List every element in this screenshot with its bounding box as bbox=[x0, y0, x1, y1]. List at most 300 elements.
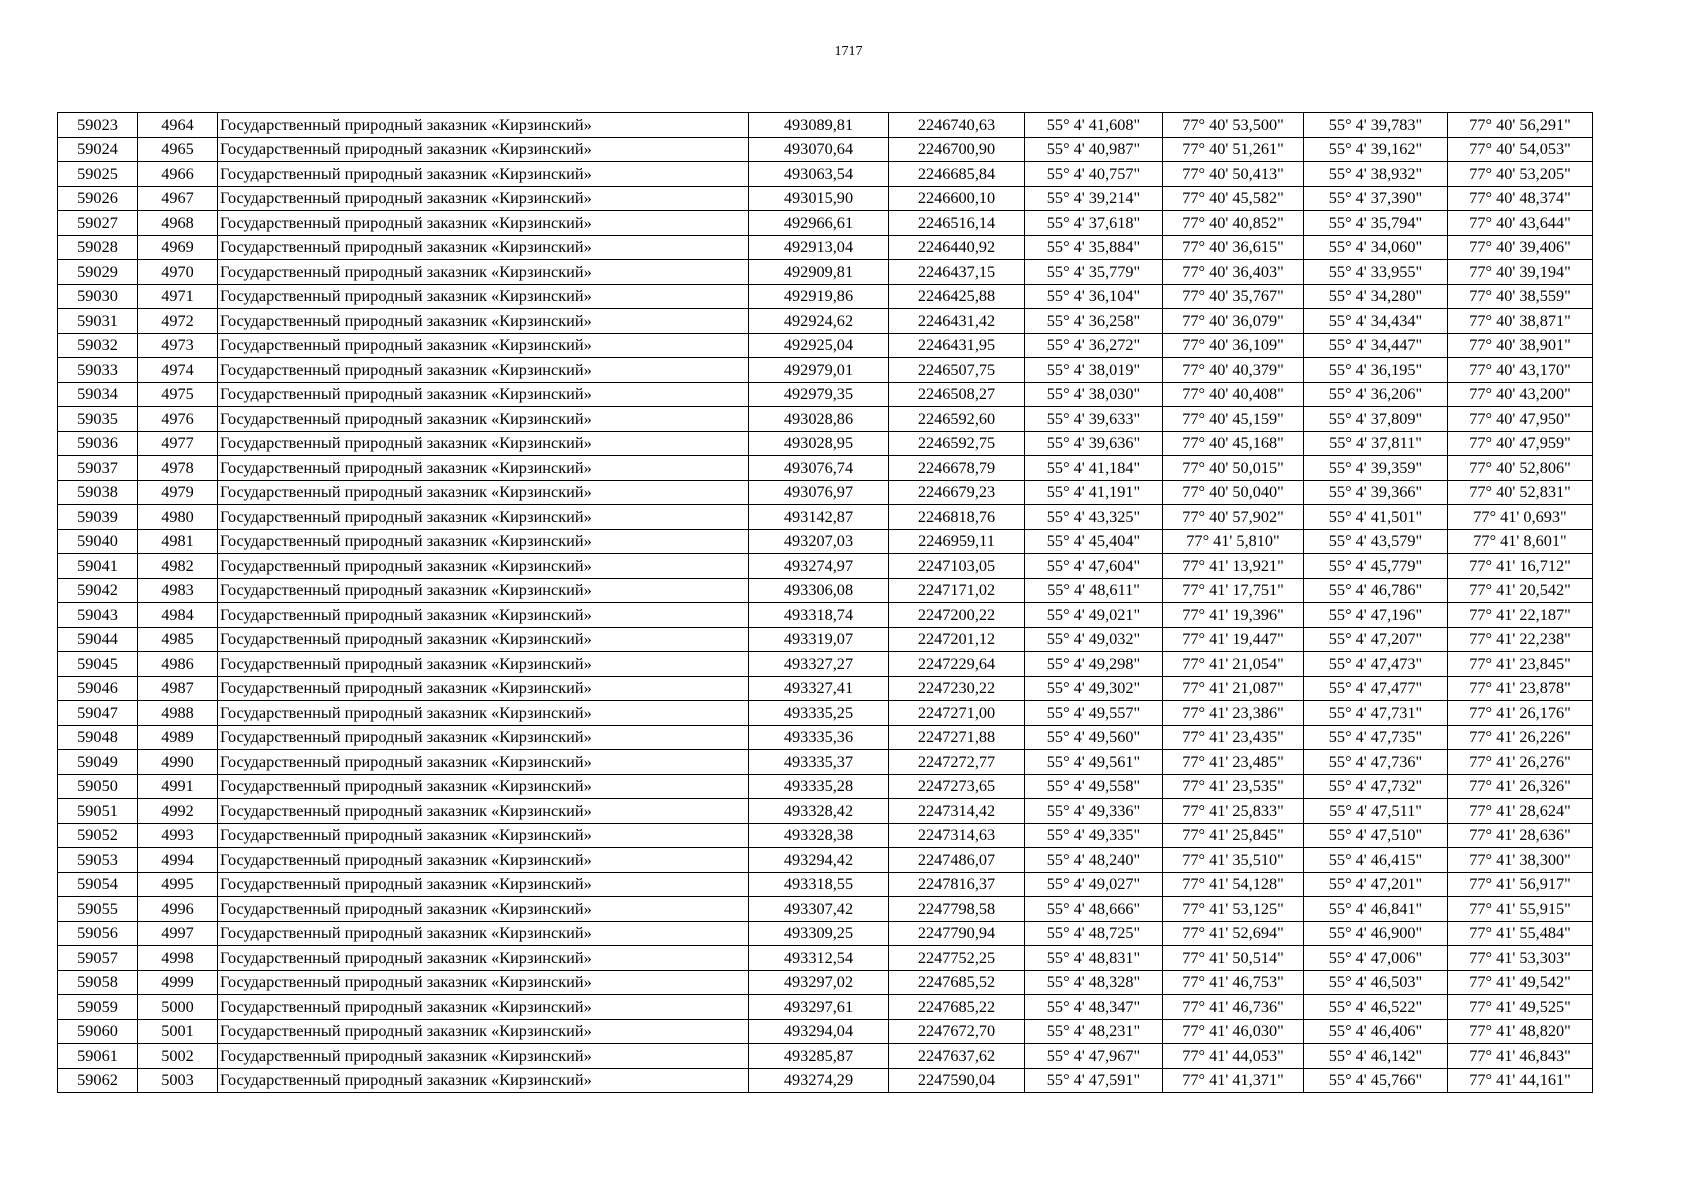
latitude-1-cell: 55° 4' 39,636" bbox=[1025, 431, 1163, 456]
y-coordinate-cell: 2246425,88 bbox=[889, 284, 1025, 309]
longitude-1-cell: 77° 40' 45,582" bbox=[1163, 186, 1304, 211]
latitude-2-cell: 55° 4' 46,841" bbox=[1304, 897, 1448, 922]
x-coordinate-cell: 492925,04 bbox=[749, 333, 889, 358]
longitude-2-cell: 77° 41' 49,542" bbox=[1448, 970, 1593, 995]
row-number-cell: 59025 bbox=[58, 162, 138, 187]
longitude-2-cell: 77° 41' 49,525" bbox=[1448, 995, 1593, 1020]
longitude-1-cell: 77° 41' 54,128" bbox=[1163, 872, 1304, 897]
longitude-1-cell: 77° 41' 19,447" bbox=[1163, 627, 1304, 652]
longitude-1-cell: 77° 41' 46,030" bbox=[1163, 1019, 1304, 1044]
object-name-cell: Государственный природный заказник «Кирзинский» bbox=[218, 921, 749, 946]
latitude-2-cell: 55° 4' 37,390" bbox=[1304, 186, 1448, 211]
point-number-cell: 4986 bbox=[138, 652, 218, 677]
y-coordinate-cell: 2247171,02 bbox=[889, 578, 1025, 603]
object-name-cell: Государственный природный заказник «Кирзинский» bbox=[218, 946, 749, 971]
longitude-1-cell: 77° 41' 44,053" bbox=[1163, 1044, 1304, 1069]
longitude-1-cell: 77° 41' 25,833" bbox=[1163, 799, 1304, 824]
object-name-cell: Государственный природный заказник «Кирзинский» bbox=[218, 456, 749, 481]
row-number-cell: 59023 bbox=[58, 113, 138, 138]
object-name-cell: Государственный природный заказник «Кирзинский» bbox=[218, 1019, 749, 1044]
table-row bbox=[58, 995, 1593, 1020]
y-coordinate-cell: 2247672,70 bbox=[889, 1019, 1025, 1044]
latitude-1-cell: 55° 4' 49,561" bbox=[1025, 750, 1163, 775]
longitude-2-cell: 77° 40' 56,291" bbox=[1448, 113, 1593, 138]
longitude-2-cell: 77° 41' 22,238" bbox=[1448, 627, 1593, 652]
latitude-2-cell: 55° 4' 35,794" bbox=[1304, 211, 1448, 236]
latitude-2-cell: 55° 4' 46,900" bbox=[1304, 921, 1448, 946]
row-number-cell: 59058 bbox=[58, 970, 138, 995]
object-name-cell: Государственный природный заказник «Кирзинский» bbox=[218, 603, 749, 628]
longitude-2-cell: 77° 41' 0,693" bbox=[1448, 505, 1593, 530]
latitude-1-cell: 55° 4' 36,258" bbox=[1025, 309, 1163, 334]
object-name-cell: Государственный природный заказник «Кирзинский» bbox=[218, 995, 749, 1020]
y-coordinate-cell: 2247103,05 bbox=[889, 554, 1025, 579]
table-row bbox=[58, 382, 1593, 407]
x-coordinate-cell: 493309,25 bbox=[749, 921, 889, 946]
longitude-2-cell: 77° 41' 26,226" bbox=[1448, 725, 1593, 750]
y-coordinate-cell: 2246507,75 bbox=[889, 358, 1025, 383]
longitude-2-cell: 77° 41' 20,542" bbox=[1448, 578, 1593, 603]
longitude-1-cell: 77° 41' 23,386" bbox=[1163, 701, 1304, 726]
object-name-cell: Государственный природный заказник «Кирзинский» bbox=[218, 137, 749, 162]
point-number-cell: 4973 bbox=[138, 333, 218, 358]
y-coordinate-cell: 2246592,60 bbox=[889, 407, 1025, 432]
longitude-1-cell: 77° 41' 53,125" bbox=[1163, 897, 1304, 922]
longitude-1-cell: 77° 40' 40,408" bbox=[1163, 382, 1304, 407]
latitude-1-cell: 55° 4' 41,191" bbox=[1025, 480, 1163, 505]
point-number-cell: 4994 bbox=[138, 848, 218, 873]
latitude-1-cell: 55° 4' 39,214" bbox=[1025, 186, 1163, 211]
latitude-1-cell: 55° 4' 35,779" bbox=[1025, 260, 1163, 285]
object-name-cell: Государственный природный заказник «Кирзинский» bbox=[218, 309, 749, 334]
table-row bbox=[58, 333, 1593, 358]
table-row bbox=[58, 235, 1593, 260]
latitude-2-cell: 55° 4' 47,473" bbox=[1304, 652, 1448, 677]
longitude-1-cell: 77° 41' 46,736" bbox=[1163, 995, 1304, 1020]
y-coordinate-cell: 2247271,88 bbox=[889, 725, 1025, 750]
x-coordinate-cell: 493028,86 bbox=[749, 407, 889, 432]
object-name-cell: Государственный природный заказник «Кирзинский» bbox=[218, 431, 749, 456]
table-row bbox=[58, 750, 1593, 775]
y-coordinate-cell: 2246516,14 bbox=[889, 211, 1025, 236]
x-coordinate-cell: 493076,74 bbox=[749, 456, 889, 481]
latitude-1-cell: 55° 4' 41,184" bbox=[1025, 456, 1163, 481]
x-coordinate-cell: 493063,54 bbox=[749, 162, 889, 187]
longitude-2-cell: 77° 40' 47,959" bbox=[1448, 431, 1593, 456]
y-coordinate-cell: 2247230,22 bbox=[889, 676, 1025, 701]
row-number-cell: 59038 bbox=[58, 480, 138, 505]
point-number-cell: 4978 bbox=[138, 456, 218, 481]
table-row bbox=[58, 799, 1593, 824]
row-number-cell: 59053 bbox=[58, 848, 138, 873]
y-coordinate-cell: 2246959,11 bbox=[889, 529, 1025, 554]
longitude-1-cell: 77° 40' 45,168" bbox=[1163, 431, 1304, 456]
longitude-1-cell: 77° 41' 46,753" bbox=[1163, 970, 1304, 995]
object-name-cell: Государственный природный заказник «Кирзинский» bbox=[218, 848, 749, 873]
latitude-2-cell: 55° 4' 34,447" bbox=[1304, 333, 1448, 358]
longitude-2-cell: 77° 41' 8,601" bbox=[1448, 529, 1593, 554]
point-number-cell: 4970 bbox=[138, 260, 218, 285]
latitude-1-cell: 55° 4' 49,560" bbox=[1025, 725, 1163, 750]
object-name-cell: Государственный природный заказник «Кирзинский» bbox=[218, 701, 749, 726]
latitude-1-cell: 55° 4' 36,104" bbox=[1025, 284, 1163, 309]
table-row bbox=[58, 823, 1593, 848]
row-number-cell: 59042 bbox=[58, 578, 138, 603]
table-row bbox=[58, 431, 1593, 456]
point-number-cell: 4988 bbox=[138, 701, 218, 726]
y-coordinate-cell: 2247229,64 bbox=[889, 652, 1025, 677]
x-coordinate-cell: 493327,27 bbox=[749, 652, 889, 677]
x-coordinate-cell: 493070,64 bbox=[749, 137, 889, 162]
longitude-2-cell: 77° 41' 55,915" bbox=[1448, 897, 1593, 922]
longitude-2-cell: 77° 41' 23,878" bbox=[1448, 676, 1593, 701]
x-coordinate-cell: 493335,25 bbox=[749, 701, 889, 726]
point-number-cell: 4990 bbox=[138, 750, 218, 775]
longitude-1-cell: 77° 40' 45,159" bbox=[1163, 407, 1304, 432]
x-coordinate-cell: 493274,97 bbox=[749, 554, 889, 579]
x-coordinate-cell: 493335,36 bbox=[749, 725, 889, 750]
y-coordinate-cell: 2246440,92 bbox=[889, 235, 1025, 260]
longitude-1-cell: 77° 40' 35,767" bbox=[1163, 284, 1304, 309]
y-coordinate-cell: 2247798,58 bbox=[889, 897, 1025, 922]
point-number-cell: 4965 bbox=[138, 137, 218, 162]
object-name-cell: Государственный природный заказник «Кирзинский» bbox=[218, 113, 749, 138]
x-coordinate-cell: 493328,42 bbox=[749, 799, 889, 824]
object-name-cell: Государственный природный заказник «Кирзинский» bbox=[218, 260, 749, 285]
object-name-cell: Государственный природный заказник «Кирзинский» bbox=[218, 554, 749, 579]
longitude-2-cell: 77° 41' 16,712" bbox=[1448, 554, 1593, 579]
longitude-2-cell: 77° 41' 55,484" bbox=[1448, 921, 1593, 946]
longitude-2-cell: 77° 41' 28,636" bbox=[1448, 823, 1593, 848]
y-coordinate-cell: 2246740,63 bbox=[889, 113, 1025, 138]
object-name-cell: Государственный природный заказник «Кирзинский» bbox=[218, 505, 749, 530]
longitude-1-cell: 77° 41' 17,751" bbox=[1163, 578, 1304, 603]
longitude-1-cell: 77° 41' 23,435" bbox=[1163, 725, 1304, 750]
table-row bbox=[58, 897, 1593, 922]
table-row bbox=[58, 578, 1593, 603]
x-coordinate-cell: 493089,81 bbox=[749, 113, 889, 138]
latitude-1-cell: 55° 4' 36,272" bbox=[1025, 333, 1163, 358]
latitude-1-cell: 55° 4' 38,030" bbox=[1025, 382, 1163, 407]
latitude-2-cell: 55° 4' 46,415" bbox=[1304, 848, 1448, 873]
latitude-2-cell: 55° 4' 47,511" bbox=[1304, 799, 1448, 824]
latitude-2-cell: 55° 4' 39,783" bbox=[1304, 113, 1448, 138]
table-row bbox=[58, 137, 1593, 162]
y-coordinate-cell: 2247752,25 bbox=[889, 946, 1025, 971]
latitude-2-cell: 55° 4' 47,731" bbox=[1304, 701, 1448, 726]
latitude-2-cell: 55° 4' 47,006" bbox=[1304, 946, 1448, 971]
latitude-2-cell: 55° 4' 46,142" bbox=[1304, 1044, 1448, 1069]
point-number-cell: 4969 bbox=[138, 235, 218, 260]
table-row bbox=[58, 1068, 1593, 1093]
point-number-cell: 5000 bbox=[138, 995, 218, 1020]
x-coordinate-cell: 493307,42 bbox=[749, 897, 889, 922]
page-number: 1717 bbox=[834, 44, 863, 59]
latitude-2-cell: 55° 4' 38,932" bbox=[1304, 162, 1448, 187]
longitude-2-cell: 77° 40' 52,831" bbox=[1448, 480, 1593, 505]
longitude-1-cell: 77° 40' 50,040" bbox=[1163, 480, 1304, 505]
table-row bbox=[58, 456, 1593, 481]
x-coordinate-cell: 492979,01 bbox=[749, 358, 889, 383]
latitude-1-cell: 55° 4' 40,987" bbox=[1025, 137, 1163, 162]
x-coordinate-cell: 493306,08 bbox=[749, 578, 889, 603]
table-row bbox=[58, 162, 1593, 187]
object-name-cell: Государственный природный заказник «Кирзинский» bbox=[218, 382, 749, 407]
row-number-cell: 59029 bbox=[58, 260, 138, 285]
table-row bbox=[58, 284, 1593, 309]
coordinates-table bbox=[57, 112, 1593, 1093]
longitude-1-cell: 77° 40' 40,379" bbox=[1163, 358, 1304, 383]
longitude-1-cell: 77° 41' 41,371" bbox=[1163, 1068, 1304, 1093]
y-coordinate-cell: 2247685,52 bbox=[889, 970, 1025, 995]
row-number-cell: 59024 bbox=[58, 137, 138, 162]
x-coordinate-cell: 493028,95 bbox=[749, 431, 889, 456]
table-row bbox=[58, 946, 1593, 971]
row-number-cell: 59056 bbox=[58, 921, 138, 946]
x-coordinate-cell: 493297,61 bbox=[749, 995, 889, 1020]
row-number-cell: 59059 bbox=[58, 995, 138, 1020]
y-coordinate-cell: 2246600,10 bbox=[889, 186, 1025, 211]
longitude-1-cell: 77° 41' 35,510" bbox=[1163, 848, 1304, 873]
row-number-cell: 59027 bbox=[58, 211, 138, 236]
x-coordinate-cell: 493327,41 bbox=[749, 676, 889, 701]
longitude-2-cell: 77° 41' 53,303" bbox=[1448, 946, 1593, 971]
object-name-cell: Государственный природный заказник «Кирзинский» bbox=[218, 284, 749, 309]
longitude-1-cell: 77° 40' 57,902" bbox=[1163, 505, 1304, 530]
latitude-2-cell: 55° 4' 47,732" bbox=[1304, 774, 1448, 799]
longitude-1-cell: 77° 40' 51,261" bbox=[1163, 137, 1304, 162]
y-coordinate-cell: 2247272,77 bbox=[889, 750, 1025, 775]
point-number-cell: 4993 bbox=[138, 823, 218, 848]
row-number-cell: 59062 bbox=[58, 1068, 138, 1093]
y-coordinate-cell: 2247486,07 bbox=[889, 848, 1025, 873]
x-coordinate-cell: 493294,42 bbox=[749, 848, 889, 873]
row-number-cell: 59035 bbox=[58, 407, 138, 432]
table-row bbox=[58, 774, 1593, 799]
x-coordinate-cell: 493285,87 bbox=[749, 1044, 889, 1069]
x-coordinate-cell: 492909,81 bbox=[749, 260, 889, 285]
point-number-cell: 4987 bbox=[138, 676, 218, 701]
x-coordinate-cell: 493335,28 bbox=[749, 774, 889, 799]
latitude-1-cell: 55° 4' 39,633" bbox=[1025, 407, 1163, 432]
latitude-2-cell: 55° 4' 46,786" bbox=[1304, 578, 1448, 603]
table-row bbox=[58, 701, 1593, 726]
longitude-2-cell: 77° 40' 39,194" bbox=[1448, 260, 1593, 285]
longitude-2-cell: 77° 40' 48,374" bbox=[1448, 186, 1593, 211]
latitude-1-cell: 55° 4' 48,240" bbox=[1025, 848, 1163, 873]
longitude-1-cell: 77° 41' 5,810" bbox=[1163, 529, 1304, 554]
x-coordinate-cell: 493318,74 bbox=[749, 603, 889, 628]
longitude-2-cell: 77° 41' 26,326" bbox=[1448, 774, 1593, 799]
longitude-1-cell: 77° 41' 50,514" bbox=[1163, 946, 1304, 971]
point-number-cell: 4979 bbox=[138, 480, 218, 505]
x-coordinate-cell: 492966,61 bbox=[749, 211, 889, 236]
y-coordinate-cell: 2246431,95 bbox=[889, 333, 1025, 358]
latitude-1-cell: 55° 4' 38,019" bbox=[1025, 358, 1163, 383]
x-coordinate-cell: 493312,54 bbox=[749, 946, 889, 971]
latitude-2-cell: 55° 4' 33,955" bbox=[1304, 260, 1448, 285]
table-row bbox=[58, 725, 1593, 750]
latitude-1-cell: 55° 4' 48,347" bbox=[1025, 995, 1163, 1020]
row-number-cell: 59045 bbox=[58, 652, 138, 677]
y-coordinate-cell: 2246678,79 bbox=[889, 456, 1025, 481]
y-coordinate-cell: 2246685,84 bbox=[889, 162, 1025, 187]
latitude-1-cell: 55° 4' 41,608" bbox=[1025, 113, 1163, 138]
y-coordinate-cell: 2247314,42 bbox=[889, 799, 1025, 824]
table-row bbox=[58, 848, 1593, 873]
x-coordinate-cell: 493294,04 bbox=[749, 1019, 889, 1044]
row-number-cell: 59055 bbox=[58, 897, 138, 922]
object-name-cell: Государственный природный заказник «Кирзинский» bbox=[218, 333, 749, 358]
x-coordinate-cell: 493328,38 bbox=[749, 823, 889, 848]
x-coordinate-cell: 493076,97 bbox=[749, 480, 889, 505]
object-name-cell: Государственный природный заказник «Кирзинский» bbox=[218, 652, 749, 677]
y-coordinate-cell: 2247790,94 bbox=[889, 921, 1025, 946]
latitude-2-cell: 55° 4' 46,406" bbox=[1304, 1019, 1448, 1044]
row-number-cell: 59041 bbox=[58, 554, 138, 579]
table-body bbox=[58, 113, 1593, 1093]
object-name-cell: Государственный природный заказник «Кирзинский» bbox=[218, 750, 749, 775]
latitude-2-cell: 55° 4' 47,196" bbox=[1304, 603, 1448, 628]
point-number-cell: 4981 bbox=[138, 529, 218, 554]
row-number-cell: 59034 bbox=[58, 382, 138, 407]
x-coordinate-cell: 492979,35 bbox=[749, 382, 889, 407]
latitude-1-cell: 55° 4' 48,666" bbox=[1025, 897, 1163, 922]
x-coordinate-cell: 493335,37 bbox=[749, 750, 889, 775]
latitude-2-cell: 55° 4' 45,779" bbox=[1304, 554, 1448, 579]
table-row bbox=[58, 211, 1593, 236]
object-name-cell: Государственный природный заказник «Кирзинский» bbox=[218, 529, 749, 554]
y-coordinate-cell: 2247685,22 bbox=[889, 995, 1025, 1020]
longitude-2-cell: 77° 41' 22,187" bbox=[1448, 603, 1593, 628]
y-coordinate-cell: 2247273,65 bbox=[889, 774, 1025, 799]
table-row bbox=[58, 260, 1593, 285]
row-number-cell: 59026 bbox=[58, 186, 138, 211]
object-name-cell: Государственный природный заказник «Кирзинский» bbox=[218, 235, 749, 260]
latitude-2-cell: 55° 4' 36,195" bbox=[1304, 358, 1448, 383]
y-coordinate-cell: 2247816,37 bbox=[889, 872, 1025, 897]
object-name-cell: Государственный природный заказник «Кирзинский» bbox=[218, 627, 749, 652]
latitude-2-cell: 55° 4' 45,766" bbox=[1304, 1068, 1448, 1093]
y-coordinate-cell: 2246818,76 bbox=[889, 505, 1025, 530]
latitude-2-cell: 55° 4' 47,735" bbox=[1304, 725, 1448, 750]
table-row bbox=[58, 872, 1593, 897]
longitude-1-cell: 77° 40' 36,109" bbox=[1163, 333, 1304, 358]
latitude-1-cell: 55° 4' 35,884" bbox=[1025, 235, 1163, 260]
object-name-cell: Государственный природный заказник «Кирзинский» bbox=[218, 823, 749, 848]
point-number-cell: 4977 bbox=[138, 431, 218, 456]
latitude-1-cell: 55° 4' 49,335" bbox=[1025, 823, 1163, 848]
object-name-cell: Государственный природный заказник «Кирзинский» bbox=[218, 211, 749, 236]
latitude-2-cell: 55° 4' 46,503" bbox=[1304, 970, 1448, 995]
longitude-2-cell: 77° 40' 47,950" bbox=[1448, 407, 1593, 432]
longitude-2-cell: 77° 40' 38,901" bbox=[1448, 333, 1593, 358]
table-row bbox=[58, 505, 1593, 530]
point-number-cell: 4995 bbox=[138, 872, 218, 897]
x-coordinate-cell: 492924,62 bbox=[749, 309, 889, 334]
point-number-cell: 4989 bbox=[138, 725, 218, 750]
latitude-1-cell: 55° 4' 48,725" bbox=[1025, 921, 1163, 946]
object-name-cell: Государственный природный заказник «Кирзинский» bbox=[218, 162, 749, 187]
row-number-cell: 59052 bbox=[58, 823, 138, 848]
latitude-1-cell: 55° 4' 49,021" bbox=[1025, 603, 1163, 628]
point-number-cell: 4997 bbox=[138, 921, 218, 946]
point-number-cell: 4991 bbox=[138, 774, 218, 799]
point-number-cell: 4984 bbox=[138, 603, 218, 628]
row-number-cell: 59028 bbox=[58, 235, 138, 260]
y-coordinate-cell: 2247590,04 bbox=[889, 1068, 1025, 1093]
y-coordinate-cell: 2246431,42 bbox=[889, 309, 1025, 334]
latitude-2-cell: 55° 4' 37,811" bbox=[1304, 431, 1448, 456]
point-number-cell: 5001 bbox=[138, 1019, 218, 1044]
row-number-cell: 59051 bbox=[58, 799, 138, 824]
latitude-2-cell: 55° 4' 43,579" bbox=[1304, 529, 1448, 554]
latitude-1-cell: 55° 4' 47,967" bbox=[1025, 1044, 1163, 1069]
row-number-cell: 59048 bbox=[58, 725, 138, 750]
x-coordinate-cell: 492913,04 bbox=[749, 235, 889, 260]
point-number-cell: 4975 bbox=[138, 382, 218, 407]
object-name-cell: Государственный природный заказник «Кирзинский» bbox=[218, 676, 749, 701]
row-number-cell: 59044 bbox=[58, 627, 138, 652]
longitude-1-cell: 77° 41' 23,535" bbox=[1163, 774, 1304, 799]
point-number-cell: 4980 bbox=[138, 505, 218, 530]
longitude-2-cell: 77° 41' 38,300" bbox=[1448, 848, 1593, 873]
point-number-cell: 5002 bbox=[138, 1044, 218, 1069]
latitude-2-cell: 55° 4' 37,809" bbox=[1304, 407, 1448, 432]
row-number-cell: 59036 bbox=[58, 431, 138, 456]
row-number-cell: 59046 bbox=[58, 676, 138, 701]
y-coordinate-cell: 2247314,63 bbox=[889, 823, 1025, 848]
latitude-1-cell: 55° 4' 37,618" bbox=[1025, 211, 1163, 236]
latitude-2-cell: 55° 4' 41,501" bbox=[1304, 505, 1448, 530]
row-number-cell: 59032 bbox=[58, 333, 138, 358]
table-row bbox=[58, 358, 1593, 383]
row-number-cell: 59060 bbox=[58, 1019, 138, 1044]
latitude-2-cell: 55° 4' 36,206" bbox=[1304, 382, 1448, 407]
latitude-1-cell: 55° 4' 47,591" bbox=[1025, 1068, 1163, 1093]
longitude-1-cell: 77° 41' 13,921" bbox=[1163, 554, 1304, 579]
latitude-1-cell: 55° 4' 49,027" bbox=[1025, 872, 1163, 897]
table-row bbox=[58, 113, 1593, 138]
table-row bbox=[58, 480, 1593, 505]
longitude-2-cell: 77° 41' 44,161" bbox=[1448, 1068, 1593, 1093]
table-row bbox=[58, 529, 1593, 554]
longitude-1-cell: 77° 40' 50,413" bbox=[1163, 162, 1304, 187]
row-number-cell: 59043 bbox=[58, 603, 138, 628]
longitude-2-cell: 77° 41' 26,176" bbox=[1448, 701, 1593, 726]
point-number-cell: 4998 bbox=[138, 946, 218, 971]
y-coordinate-cell: 2247637,62 bbox=[889, 1044, 1025, 1069]
latitude-1-cell: 55° 4' 48,328" bbox=[1025, 970, 1163, 995]
object-name-cell: Государственный природный заказник «Кирзинский» bbox=[218, 407, 749, 432]
table-row bbox=[58, 603, 1593, 628]
longitude-1-cell: 77° 40' 53,500" bbox=[1163, 113, 1304, 138]
x-coordinate-cell: 492919,86 bbox=[749, 284, 889, 309]
object-name-cell: Государственный природный заказник «Кирзинский» bbox=[218, 897, 749, 922]
latitude-1-cell: 55° 4' 47,604" bbox=[1025, 554, 1163, 579]
row-number-cell: 59054 bbox=[58, 872, 138, 897]
object-name-cell: Государственный природный заказник «Кирзинский» bbox=[218, 725, 749, 750]
longitude-2-cell: 77° 40' 43,644" bbox=[1448, 211, 1593, 236]
point-number-cell: 4983 bbox=[138, 578, 218, 603]
longitude-2-cell: 77° 40' 43,200" bbox=[1448, 382, 1593, 407]
longitude-1-cell: 77° 40' 36,615" bbox=[1163, 235, 1304, 260]
latitude-1-cell: 55° 4' 48,831" bbox=[1025, 946, 1163, 971]
object-name-cell: Государственный природный заказник «Кирзинский» bbox=[218, 480, 749, 505]
row-number-cell: 59040 bbox=[58, 529, 138, 554]
latitude-2-cell: 55° 4' 34,060" bbox=[1304, 235, 1448, 260]
latitude-1-cell: 55° 4' 49,298" bbox=[1025, 652, 1163, 677]
